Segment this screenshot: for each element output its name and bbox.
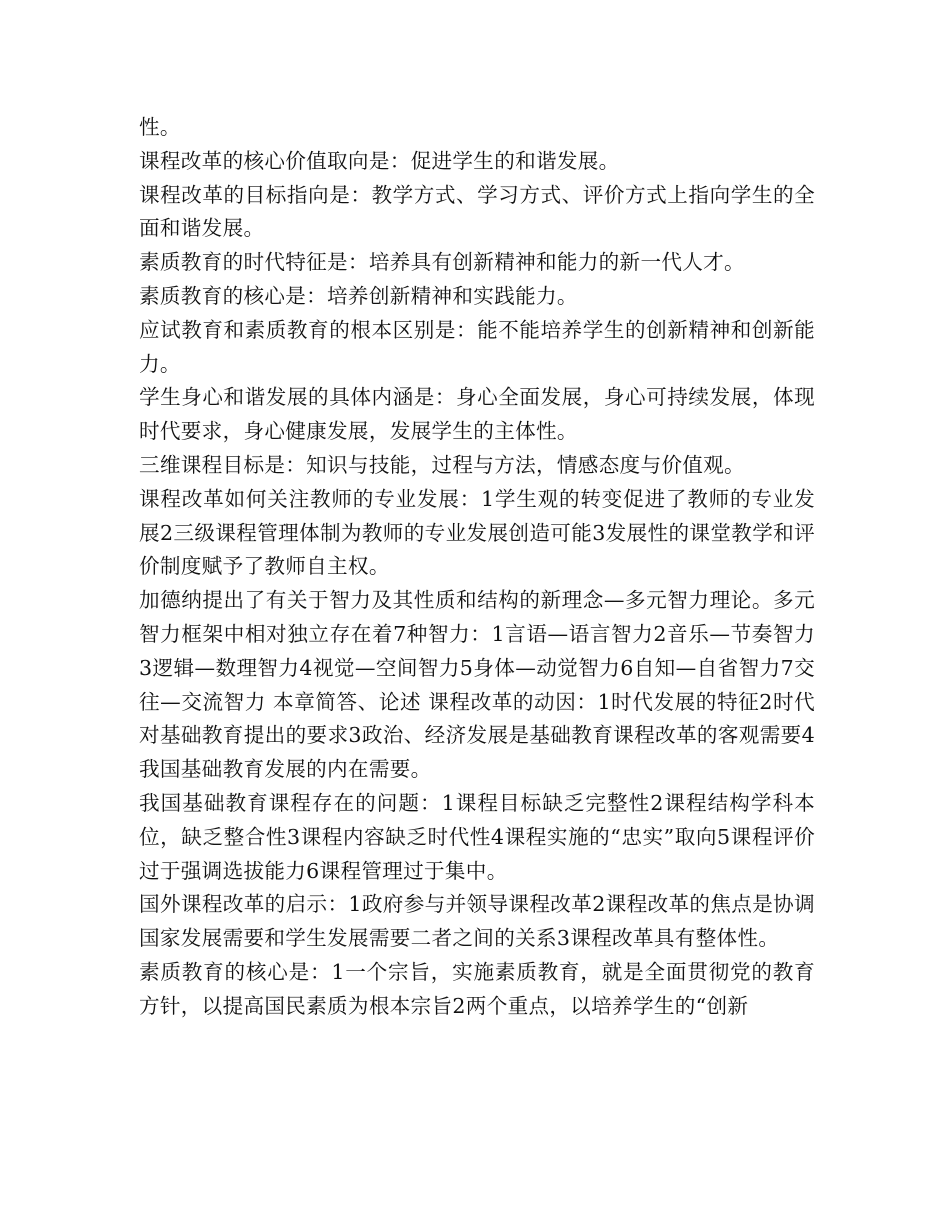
paragraph-era-feature: 素质教育的时代特征是：培养具有创新精神和能力的新一代人才。 bbox=[139, 250, 745, 275]
paragraph-quality-core: 素质教育的核心是：培养创新精神和实践能力。 bbox=[139, 283, 578, 308]
paragraph-quality-core-detail: 素质教育的核心是：1一个宗旨，实施素质教育，就是全面贯彻党的教育方针，以提高国民素质为根本宗旨2两个重点，以培养学生的“创新 bbox=[139, 959, 815, 1018]
document-body bbox=[139, 111, 815, 1024]
paragraph-teacher-development: 课程改革如何关注教师的专业发展：1学生观的转变促进了教师的专业发展2三级课程管理体制为教师的专业发展创造可能3发展性的课堂教学和评价制度赋予了教师自主权。 bbox=[139, 486, 815, 579]
paragraph-goal-direction: 课程改革的目标指向是：教学方式、学习方式、评价方式上指向学生的全面和谐发展。 bbox=[139, 182, 815, 241]
paragraph-harmonious-development: 学生身心和谐发展的具体内涵是：身心全面发展，身心可持续发展，体现时代要求，身心健康发展，发展学生的主体性。 bbox=[139, 385, 815, 444]
paragraph-core-value: 课程改革的核心价值取向是：促进学生的和谐发展。 bbox=[139, 148, 620, 173]
paragraph-fundamental-difference: 应试教育和素质教育的根本区别是：能不能培养学生的创新精神和创新能力。 bbox=[139, 317, 815, 376]
paragraph-multiple-intelligences: 加德纳提出了有关于智力及其性质和结构的新理念—多元智力理论。多元智力框架中相对独立存在着7种智力：1言语—语言智力2音乐—节奏智力3逻辑—数理智力4视觉—空间智力5身体—动觉智力6自知—自省智力7交往—交流智力 本章简答、论述 课程改革的动因：1时代发展的特征2时代对基础教育提出的要求3政治、经济发展是基础教育课程改革的客观需要4我国基础教育发展的内在需要。 bbox=[139, 588, 815, 782]
paragraph-three-dimensional-goals: 三维课程目标是：知识与技能，过程与方法，情感态度与价值观。 bbox=[139, 452, 745, 477]
paragraph-continuation: 性。 bbox=[139, 115, 181, 139]
paragraph-foreign-reform-insights: 国外课程改革的启示：1政府参与并领导课程改革2课程改革的焦点是协调国家发展需要和学生发展需要二者之间的关系3课程改革具有整体性。 bbox=[139, 892, 815, 951]
paragraph-curriculum-problems: 我国基础教育课程存在的问题：1课程目标缺乏完整性2课程结构学科本位，缺乏整合性3课程内容缺乏时代性4课程实施的“忠实”取向5课程评价过于强调选拔能力6课程管理过于集中。 bbox=[139, 790, 815, 883]
